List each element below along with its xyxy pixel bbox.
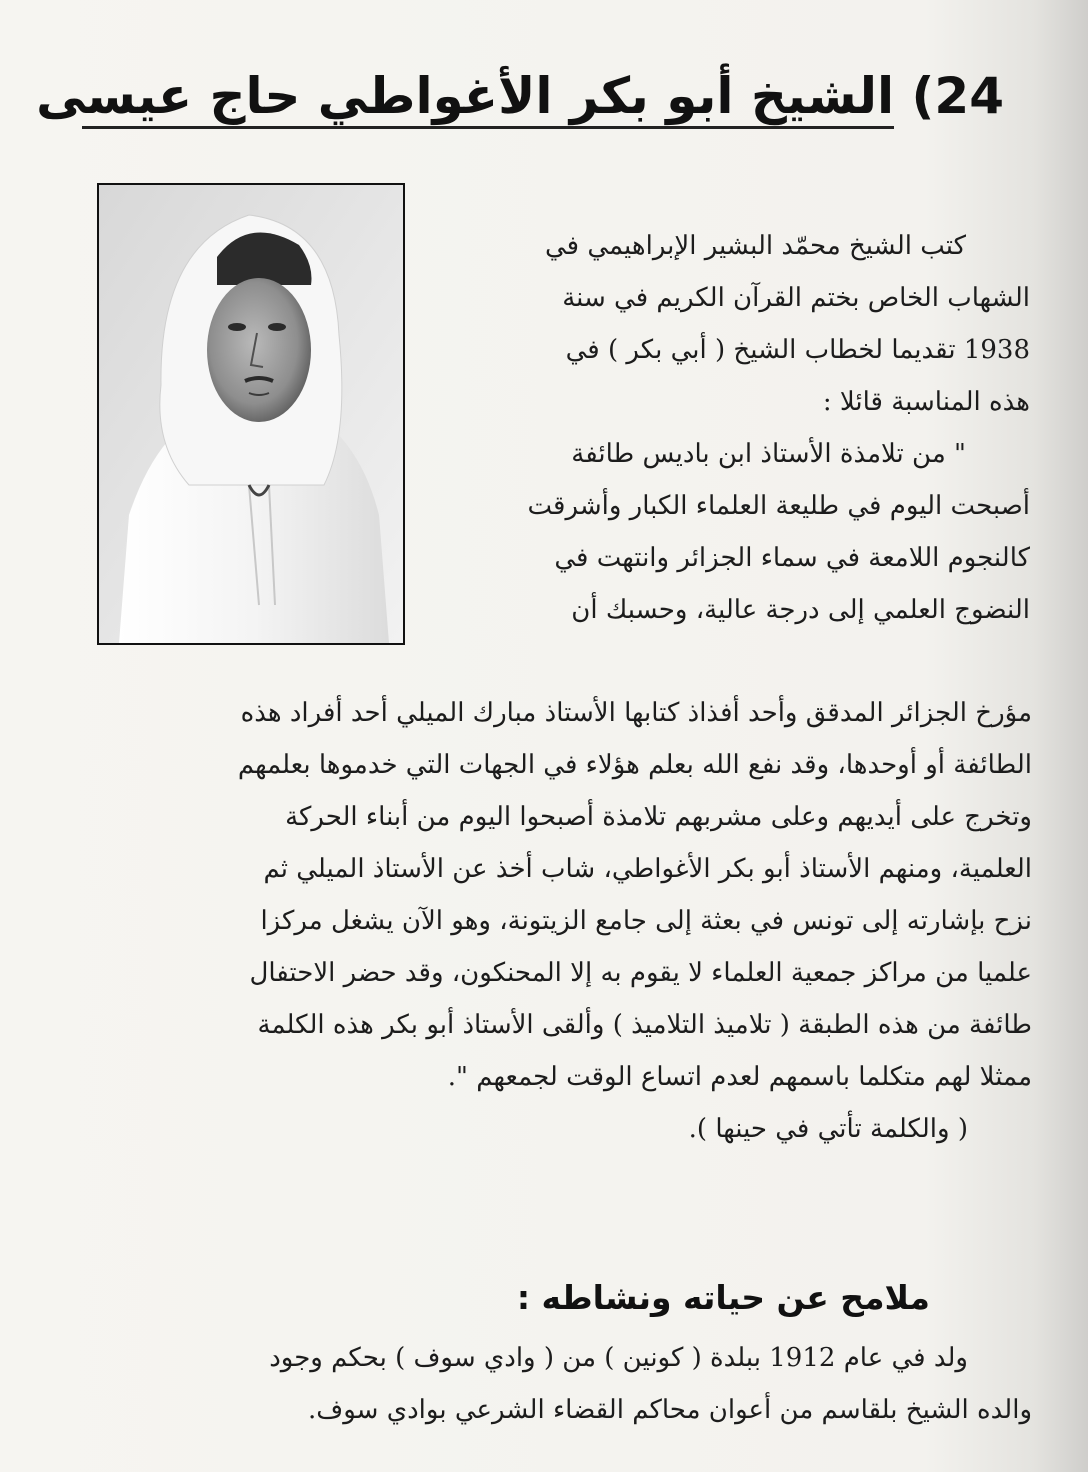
- text-line: نزح بإشارته إلى تونس في بعثة إلى جامع الزيتونة، وهو الآن يشغل مركزا: [260, 906, 1032, 936]
- text-line: وتخرج على أيديهم وعلى مشربهم تلامذة أصبحوا اليوم من أبناء الحركة: [285, 802, 1032, 832]
- text-line: " من تلامذة الأستاذ ابن باديس طائفة: [571, 439, 966, 469]
- text-line: علميا من مراكز جمعية العلماء لا يقوم به إلا المحنكون، وقد حضر الاحتفال: [249, 958, 1032, 988]
- title-underline: [82, 126, 894, 129]
- portrait-photo: [97, 183, 405, 645]
- text-line: ( والكلمة تأتي في حينها ).: [688, 1114, 968, 1144]
- text-line: طائفة من هذه الطبقة ( تلاميذ التلاميذ ) وألقى الأستاذ أبو بكر هذه الكلمة: [257, 1010, 1032, 1040]
- text-line: كتب الشيخ محمّد البشير الإبراهيمي في: [544, 231, 966, 261]
- portrait-image: [99, 185, 403, 643]
- text-line: مؤرخ الجزائر المدقق وأحد أفذاذ كتابها الأستاذ مبارك الميلي أحد أفراد هذه: [240, 698, 1032, 728]
- text-line: النضوج العلمي إلى درجة عالية، وحسبك أن: [571, 595, 1030, 625]
- intro-paragraph: [430, 220, 1030, 636]
- text-line: العلمية، ومنهم الأستاذ أبو بكر الأغواطي، شاب أخذ عن الأستاذ الميلي ثم: [263, 854, 1032, 884]
- bio-paragraph: [62, 1332, 1032, 1436]
- text-line: أصبحت اليوم في طليعة العلماء الكبار وأشرقت: [527, 491, 1030, 521]
- text-line: والده الشيخ بلقاسم من أعوان محاكم القضاء الشرعي بوادي سوف.: [308, 1395, 1032, 1425]
- text-line: ممثلا لهم متكلما باسمهم لعدم اتساع الوقت لجمعهم ".: [447, 1062, 1032, 1092]
- quote-continuation: [62, 687, 1032, 1155]
- section-heading: ملامح عن حياته ونشاطه :: [516, 1278, 930, 1317]
- text-line: كالنجوم اللامعة في سماء الجزائر وانتهت في: [554, 543, 1030, 573]
- text-line: هذه المناسبة قائلا :: [822, 387, 1030, 417]
- page-title: 24) الشيخ أبو بكر الأغواطي حاج عيسى: [36, 67, 1004, 125]
- text-line: ولد في عام 1912 ببلدة ( كونين ) من ( وادي سوف ) بحكم وجود: [269, 1343, 968, 1373]
- text-line: الطائفة أو أوحدها، وقد نفع الله بعلم هؤلاء في الجهات التي خدموها بعلمهم: [237, 750, 1032, 780]
- text-line: 1938 تقديما لخطاب الشيخ ( أبي بكر ) في: [565, 335, 1030, 365]
- text-line: الشهاب الخاص بختم القرآن الكريم في سنة: [562, 283, 1030, 313]
